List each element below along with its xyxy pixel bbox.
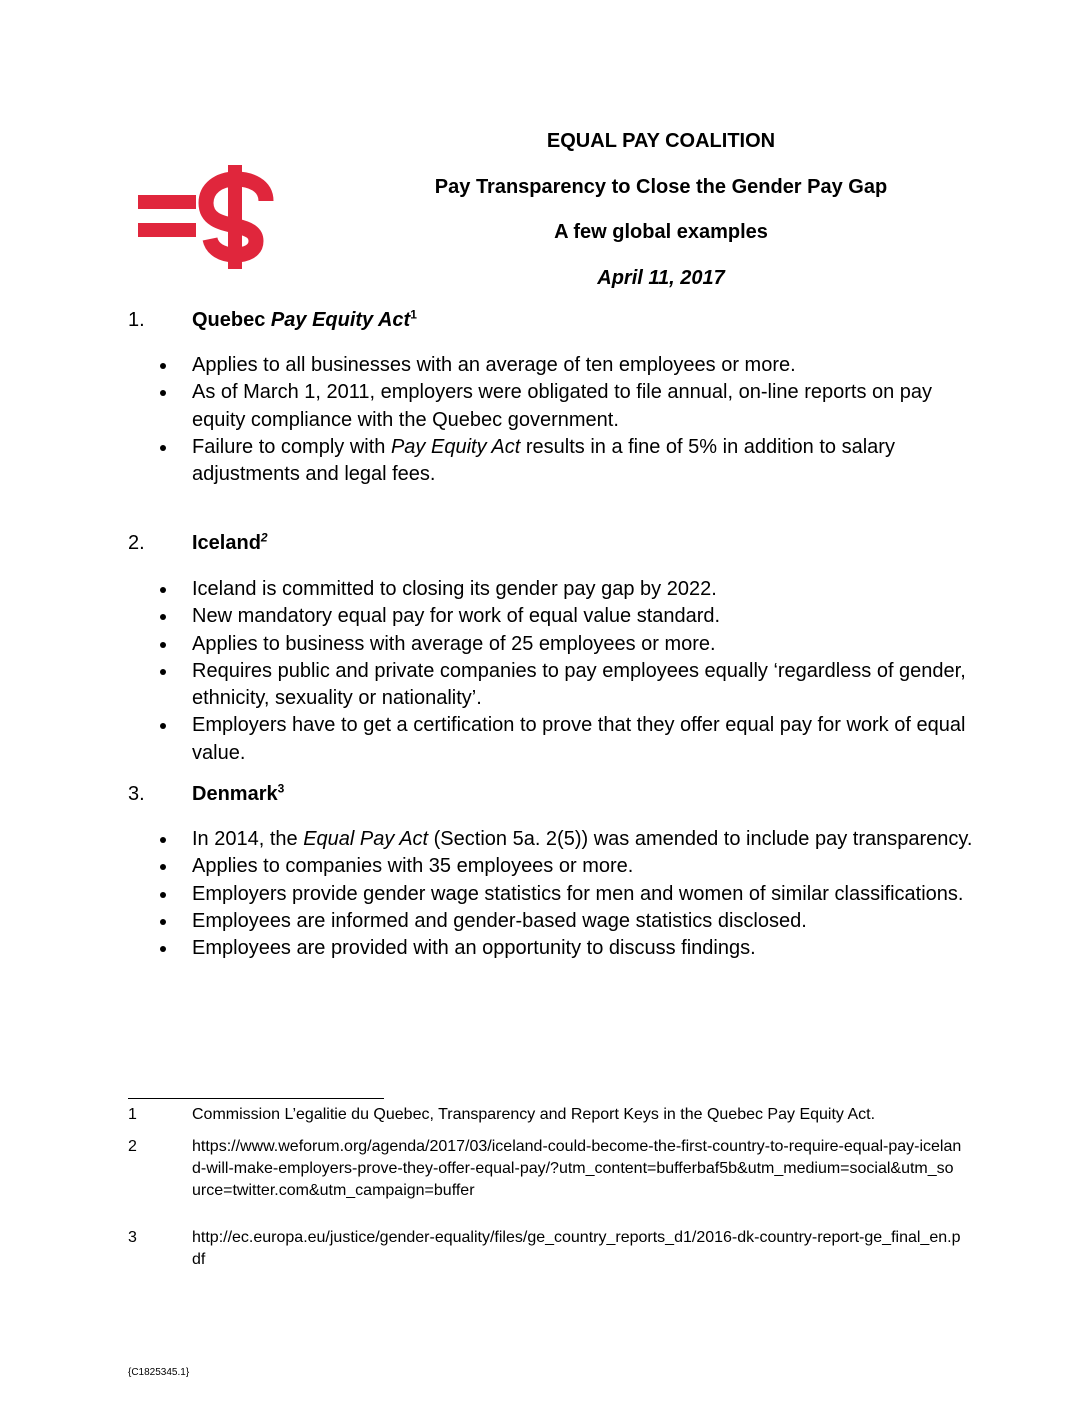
bullet-dot bbox=[160, 864, 166, 870]
section-title-denmark: Denmark$^3$ bbox=[192, 781, 285, 805]
footnote-link[interactable]: http://ec.europa.eu/justice/gender-equality/files/ge_country_reports_d1/2016-dk-country-report-ge_final_en.pdf bbox=[192, 1229, 961, 1268]
document-id: {C1825345.1} bbox=[128, 1367, 190, 1378]
iceland-bullet-list bbox=[150, 576, 980, 767]
list-item: Employees are informed and gender-based wage statistics disclosed. bbox=[150, 908, 980, 935]
list-item: New mandatory equal pay for work of equal value standard. bbox=[150, 603, 980, 630]
list-item: Employees are provided with an opportunity to discuss findings. bbox=[150, 935, 980, 962]
bullet-dot bbox=[160, 445, 166, 451]
bullet-dot bbox=[160, 723, 166, 729]
section-number: 1. bbox=[128, 309, 145, 331]
footnote-number: 3 bbox=[128, 1229, 137, 1246]
quebec-bullet-list bbox=[150, 352, 980, 488]
footnote-ref: 3 bbox=[277, 781, 285, 796]
list-item: As of March 1, 2011, employers were obligated to file annual, on-line reports on pay equity compliance with the Quebec government. bbox=[150, 379, 980, 434]
list-item: Employers provide gender wage statistics for men and women of similar classifications. bbox=[150, 881, 980, 908]
section-title-iceland: Iceland$^2$ bbox=[192, 530, 268, 554]
document-date: April 11, 2017 bbox=[597, 267, 725, 289]
list-item: Applies to companies with 35 employees or more. bbox=[150, 853, 980, 880]
bullet-dot bbox=[160, 946, 166, 952]
document-title: Pay Transparency to Close the Gender Pay Gap bbox=[434, 176, 888, 198]
bullet-dot bbox=[160, 642, 166, 648]
footnote-separator bbox=[128, 1098, 384, 1099]
footnote-link[interactable]: https://www.weforum.org/agenda/2017/03/iceland-could-become-the-first-country-to-require-equal-pay-iceland-will-make-employers-prove-they-offer-equal-pay/?utm_content=bufferbaf5b&utm_medium=social&utm_source=twitter.com&utm_campaign=buffer bbox=[192, 1138, 962, 1199]
organization-name: EQUAL PAY COALITION bbox=[546, 130, 776, 152]
bullet-dot bbox=[160, 669, 166, 675]
bullet-dot bbox=[160, 390, 166, 396]
list-item: Employers have to get a certification to prove that they offer equal pay for work of equal value. bbox=[150, 712, 980, 767]
list-item: In 2014, the Equal Pay Act (Section 5a. 2(5)) was amended to include pay transparency. bbox=[150, 826, 980, 853]
footnote-ref: 1 bbox=[410, 307, 417, 322]
list-item: Iceland is committed to closing its gender pay gap by 2022. bbox=[150, 576, 980, 603]
bullet-dot bbox=[160, 614, 166, 620]
bullet-dot bbox=[160, 587, 166, 593]
list-item: Applies to all businesses with an average of ten employees or more. bbox=[150, 352, 980, 379]
list-item: Applies to business with average of 25 employees or more. bbox=[150, 631, 980, 658]
list-item: Failure to comply with Pay Equity Act results in a fine of 5% in addition to salary adjustments and legal fees. bbox=[150, 434, 980, 489]
list-item: Requires public and private companies to pay employees equally ‘regardless of gender, ethnicity, sexuality or nationality’. bbox=[150, 658, 980, 713]
section-title-quebec: Quebec Pay Equity Act$^1$ bbox=[192, 307, 417, 331]
section-number: 2. bbox=[128, 532, 145, 554]
document-subtitle: A few global examples bbox=[554, 221, 768, 243]
footnote-ref: 2 bbox=[260, 530, 268, 545]
footnote-text: Commission L’egalitie du Quebec, Transparency and Report Keys in the Quebec Pay Equity Act. bbox=[192, 1106, 876, 1123]
equal-dollar-logo bbox=[132, 163, 282, 275]
bullet-dot bbox=[160, 363, 166, 369]
denmark-bullet-list bbox=[150, 826, 980, 962]
bullet-dot bbox=[160, 837, 166, 843]
bullet-dot bbox=[160, 919, 166, 925]
footnote-number: 2 bbox=[128, 1138, 137, 1155]
bullet-dot bbox=[160, 892, 166, 898]
section-number: 3. bbox=[128, 783, 145, 805]
footnote-number: 1 bbox=[128, 1106, 137, 1123]
